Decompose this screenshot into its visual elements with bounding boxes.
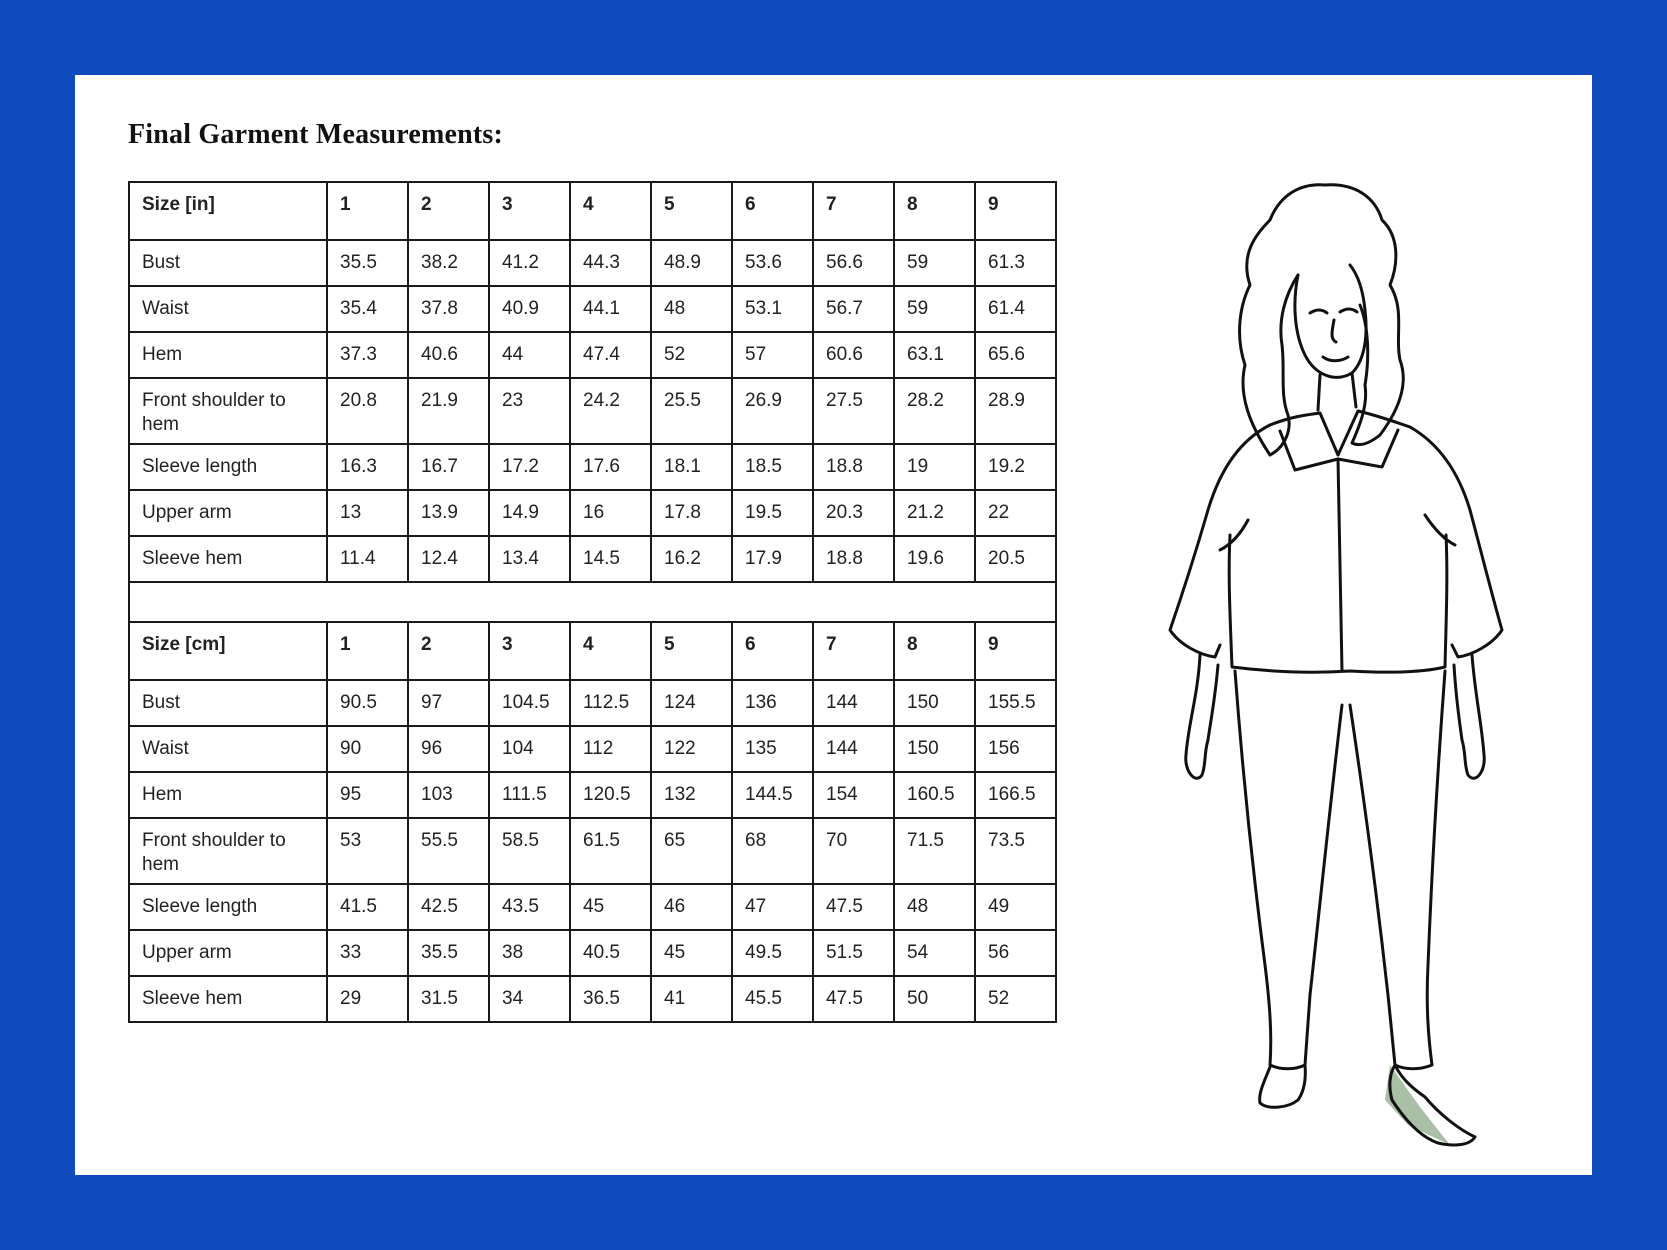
- table-cell: 19: [894, 444, 975, 490]
- table-cell: 40.5: [570, 930, 651, 976]
- row-label: Sleeve hem: [129, 976, 327, 1022]
- woman-figure-illustration: [1120, 125, 1520, 1165]
- row-label: Front shoulder to hem: [129, 378, 327, 444]
- table-cell: 61.5: [570, 818, 651, 884]
- table-cell: 27.5: [813, 378, 894, 444]
- table-cell: 12.4: [408, 536, 489, 582]
- nose-mouth: [1323, 320, 1348, 361]
- header-cell: 3: [489, 622, 570, 680]
- table-row: [129, 536, 1056, 582]
- table-cell: 120.5: [570, 772, 651, 818]
- table-cell: 111.5: [489, 772, 570, 818]
- table-cell: 63.1: [894, 332, 975, 378]
- table-row: [129, 444, 1056, 490]
- table-cell: 41: [651, 976, 732, 1022]
- table-cell: 65: [651, 818, 732, 884]
- table-cell: 21.2: [894, 490, 975, 536]
- table-cell: 71.5: [894, 818, 975, 884]
- header-cell: 8: [894, 182, 975, 240]
- table-cell: 38: [489, 930, 570, 976]
- row-label: Upper arm: [129, 490, 327, 536]
- table-cell: 144: [813, 726, 894, 772]
- header-cell: 3: [489, 182, 570, 240]
- table-cell: 34: [489, 976, 570, 1022]
- row-label: Hem: [129, 332, 327, 378]
- table-cell: 17.9: [732, 536, 813, 582]
- table-cell: 18.1: [651, 444, 732, 490]
- table-cell: 124: [651, 680, 732, 726]
- table-cell: 47.5: [813, 976, 894, 1022]
- table-row: [129, 286, 1056, 332]
- table-cell: 48: [894, 884, 975, 930]
- spacer-section: [129, 582, 1056, 622]
- table-cell: 33: [327, 930, 408, 976]
- table-cell: 14.9: [489, 490, 570, 536]
- table-row: [129, 332, 1056, 378]
- table-row: [129, 726, 1056, 772]
- header-cell: 7: [813, 182, 894, 240]
- table-cell: 55.5: [408, 818, 489, 884]
- table-cell: 18.5: [732, 444, 813, 490]
- table-cell: 166.5: [975, 772, 1056, 818]
- table-cell: 19.6: [894, 536, 975, 582]
- header-cell: 4: [570, 182, 651, 240]
- card: [75, 75, 1592, 1175]
- table-cell: 35.5: [327, 240, 408, 286]
- table-cell: 14.5: [570, 536, 651, 582]
- table-cell: 17.6: [570, 444, 651, 490]
- table-cell: 155.5: [975, 680, 1056, 726]
- table-cell: 20.8: [327, 378, 408, 444]
- table-header-row: [129, 622, 1056, 680]
- row-label: Bust: [129, 240, 327, 286]
- table-cell: 104.5: [489, 680, 570, 726]
- table-cell: 40.6: [408, 332, 489, 378]
- table-cell: 135: [732, 726, 813, 772]
- table-cell: 97: [408, 680, 489, 726]
- top-shirt: [1170, 425, 1502, 672]
- table-cell: 59: [894, 286, 975, 332]
- table-cell: 20.3: [813, 490, 894, 536]
- row-label: Hem: [129, 772, 327, 818]
- inches-section: [129, 182, 1056, 582]
- table-cell: 45: [570, 884, 651, 930]
- table-cell: 51.5: [813, 930, 894, 976]
- table-cell: 18.8: [813, 444, 894, 490]
- table-cell: 44: [489, 332, 570, 378]
- table-cell: 13.4: [489, 536, 570, 582]
- table-cell: 31.5: [408, 976, 489, 1022]
- pants: [1235, 671, 1445, 1069]
- table-cell: 136: [732, 680, 813, 726]
- table-cell: 49: [975, 884, 1056, 930]
- table-cell: 44.3: [570, 240, 651, 286]
- table-cell: 37.8: [408, 286, 489, 332]
- spacer-cell: [129, 582, 1056, 622]
- row-label: Bust: [129, 680, 327, 726]
- table-cell: 58.5: [489, 818, 570, 884]
- table-row: [129, 240, 1056, 286]
- table-cell: 45: [651, 930, 732, 976]
- table-row: [129, 680, 1056, 726]
- centimeters-section: [129, 622, 1056, 1022]
- row-label: Upper arm: [129, 930, 327, 976]
- table-cell: 35.4: [327, 286, 408, 332]
- table-row: [129, 884, 1056, 930]
- table-cell: 150: [894, 680, 975, 726]
- table-cell: 48: [651, 286, 732, 332]
- table-row: [129, 818, 1056, 884]
- table-cell: 56.6: [813, 240, 894, 286]
- table-cell: 23: [489, 378, 570, 444]
- row-label: Waist: [129, 286, 327, 332]
- measurement-table: [128, 181, 1057, 1023]
- table-row: [129, 490, 1056, 536]
- header-cell: 9: [975, 182, 1056, 240]
- table-cell: 16.3: [327, 444, 408, 490]
- header-cell: Size [cm]: [129, 622, 327, 680]
- header-cell: 7: [813, 622, 894, 680]
- table-cell: 18.8: [813, 536, 894, 582]
- header-cell: 5: [651, 182, 732, 240]
- table-cell: 103: [408, 772, 489, 818]
- row-label: Sleeve hem: [129, 536, 327, 582]
- table-cell: 37.3: [327, 332, 408, 378]
- table-cell: 59: [894, 240, 975, 286]
- header-cell: 2: [408, 622, 489, 680]
- table-cell: 25.5: [651, 378, 732, 444]
- table-cell: 150: [894, 726, 975, 772]
- table-cell: 144: [813, 680, 894, 726]
- table-cell: 132: [651, 772, 732, 818]
- table-cell: 104: [489, 726, 570, 772]
- eyes: [1310, 309, 1357, 313]
- table-cell: 17.8: [651, 490, 732, 536]
- page-title: Final Garment Measurements:: [128, 119, 504, 150]
- table-cell: 56.7: [813, 286, 894, 332]
- table-cell: 20.5: [975, 536, 1056, 582]
- table-cell: 38.2: [408, 240, 489, 286]
- table-cell: 54: [894, 930, 975, 976]
- table-cell: 28.9: [975, 378, 1056, 444]
- table-cell: 90: [327, 726, 408, 772]
- table-cell: 36.5: [570, 976, 651, 1022]
- header-cell: 9: [975, 622, 1056, 680]
- header-cell: 2: [408, 182, 489, 240]
- table-cell: 156: [975, 726, 1056, 772]
- spacer-row: [129, 582, 1056, 622]
- table-cell: 22: [975, 490, 1056, 536]
- table-cell: 16.2: [651, 536, 732, 582]
- table-cell: 29: [327, 976, 408, 1022]
- table-cell: 160.5: [894, 772, 975, 818]
- table-cell: 53.6: [732, 240, 813, 286]
- row-label: Sleeve length: [129, 444, 327, 490]
- table-row: [129, 976, 1056, 1022]
- header-cell: 4: [570, 622, 651, 680]
- table-cell: 16: [570, 490, 651, 536]
- table-cell: 45.5: [732, 976, 813, 1022]
- header-cell: 6: [732, 622, 813, 680]
- table-cell: 47: [732, 884, 813, 930]
- row-label: Sleeve length: [129, 884, 327, 930]
- header-cell: 5: [651, 622, 732, 680]
- table-cell: 47.4: [570, 332, 651, 378]
- table-row: [129, 772, 1056, 818]
- table-row: [129, 930, 1056, 976]
- table-cell: 44.1: [570, 286, 651, 332]
- table-cell: 48.9: [651, 240, 732, 286]
- table-cell: 42.5: [408, 884, 489, 930]
- table-cell: 90.5: [327, 680, 408, 726]
- table-cell: 122: [651, 726, 732, 772]
- table-cell: 61.4: [975, 286, 1056, 332]
- table-cell: 16.7: [408, 444, 489, 490]
- header-cell: 6: [732, 182, 813, 240]
- table-cell: 41.2: [489, 240, 570, 286]
- table-cell: 53.1: [732, 286, 813, 332]
- table-cell: 144.5: [732, 772, 813, 818]
- table-cell: 70: [813, 818, 894, 884]
- table-cell: 112: [570, 726, 651, 772]
- table-cell: 154: [813, 772, 894, 818]
- table-cell: 21.9: [408, 378, 489, 444]
- table-cell: 50: [894, 976, 975, 1022]
- table-cell: 73.5: [975, 818, 1056, 884]
- row-label: Front shoulder to hem: [129, 818, 327, 884]
- table-cell: 19.5: [732, 490, 813, 536]
- table-cell: 40.9: [489, 286, 570, 332]
- table-row: [129, 378, 1056, 444]
- table-cell: 60.6: [813, 332, 894, 378]
- collar: [1270, 411, 1410, 470]
- table-cell: 56: [975, 930, 1056, 976]
- table-cell: 68: [732, 818, 813, 884]
- table-cell: 49.5: [732, 930, 813, 976]
- table-cell: 47.5: [813, 884, 894, 930]
- left-shoe: [1260, 1065, 1306, 1107]
- header-cell: 8: [894, 622, 975, 680]
- header-cell: 1: [327, 182, 408, 240]
- table-cell: 35.5: [408, 930, 489, 976]
- table-cell: 26.9: [732, 378, 813, 444]
- table-cell: 65.6: [975, 332, 1056, 378]
- header-cell: Size [in]: [129, 182, 327, 240]
- table-header-row: [129, 182, 1056, 240]
- table-cell: 13.9: [408, 490, 489, 536]
- table-cell: 43.5: [489, 884, 570, 930]
- table-cell: 52: [651, 332, 732, 378]
- table-cell: 95: [327, 772, 408, 818]
- table-cell: 112.5: [570, 680, 651, 726]
- table-cell: 17.2: [489, 444, 570, 490]
- table-cell: 24.2: [570, 378, 651, 444]
- table-cell: 53: [327, 818, 408, 884]
- header-cell: 1: [327, 622, 408, 680]
- row-label: Waist: [129, 726, 327, 772]
- table-cell: 52: [975, 976, 1056, 1022]
- table-cell: 57: [732, 332, 813, 378]
- table-cell: 19.2: [975, 444, 1056, 490]
- table-cell: 41.5: [327, 884, 408, 930]
- table-cell: 61.3: [975, 240, 1056, 286]
- table-cell: 28.2: [894, 378, 975, 444]
- table-cell: 11.4: [327, 536, 408, 582]
- table-cell: 13: [327, 490, 408, 536]
- table-cell: 46: [651, 884, 732, 930]
- table-cell: 96: [408, 726, 489, 772]
